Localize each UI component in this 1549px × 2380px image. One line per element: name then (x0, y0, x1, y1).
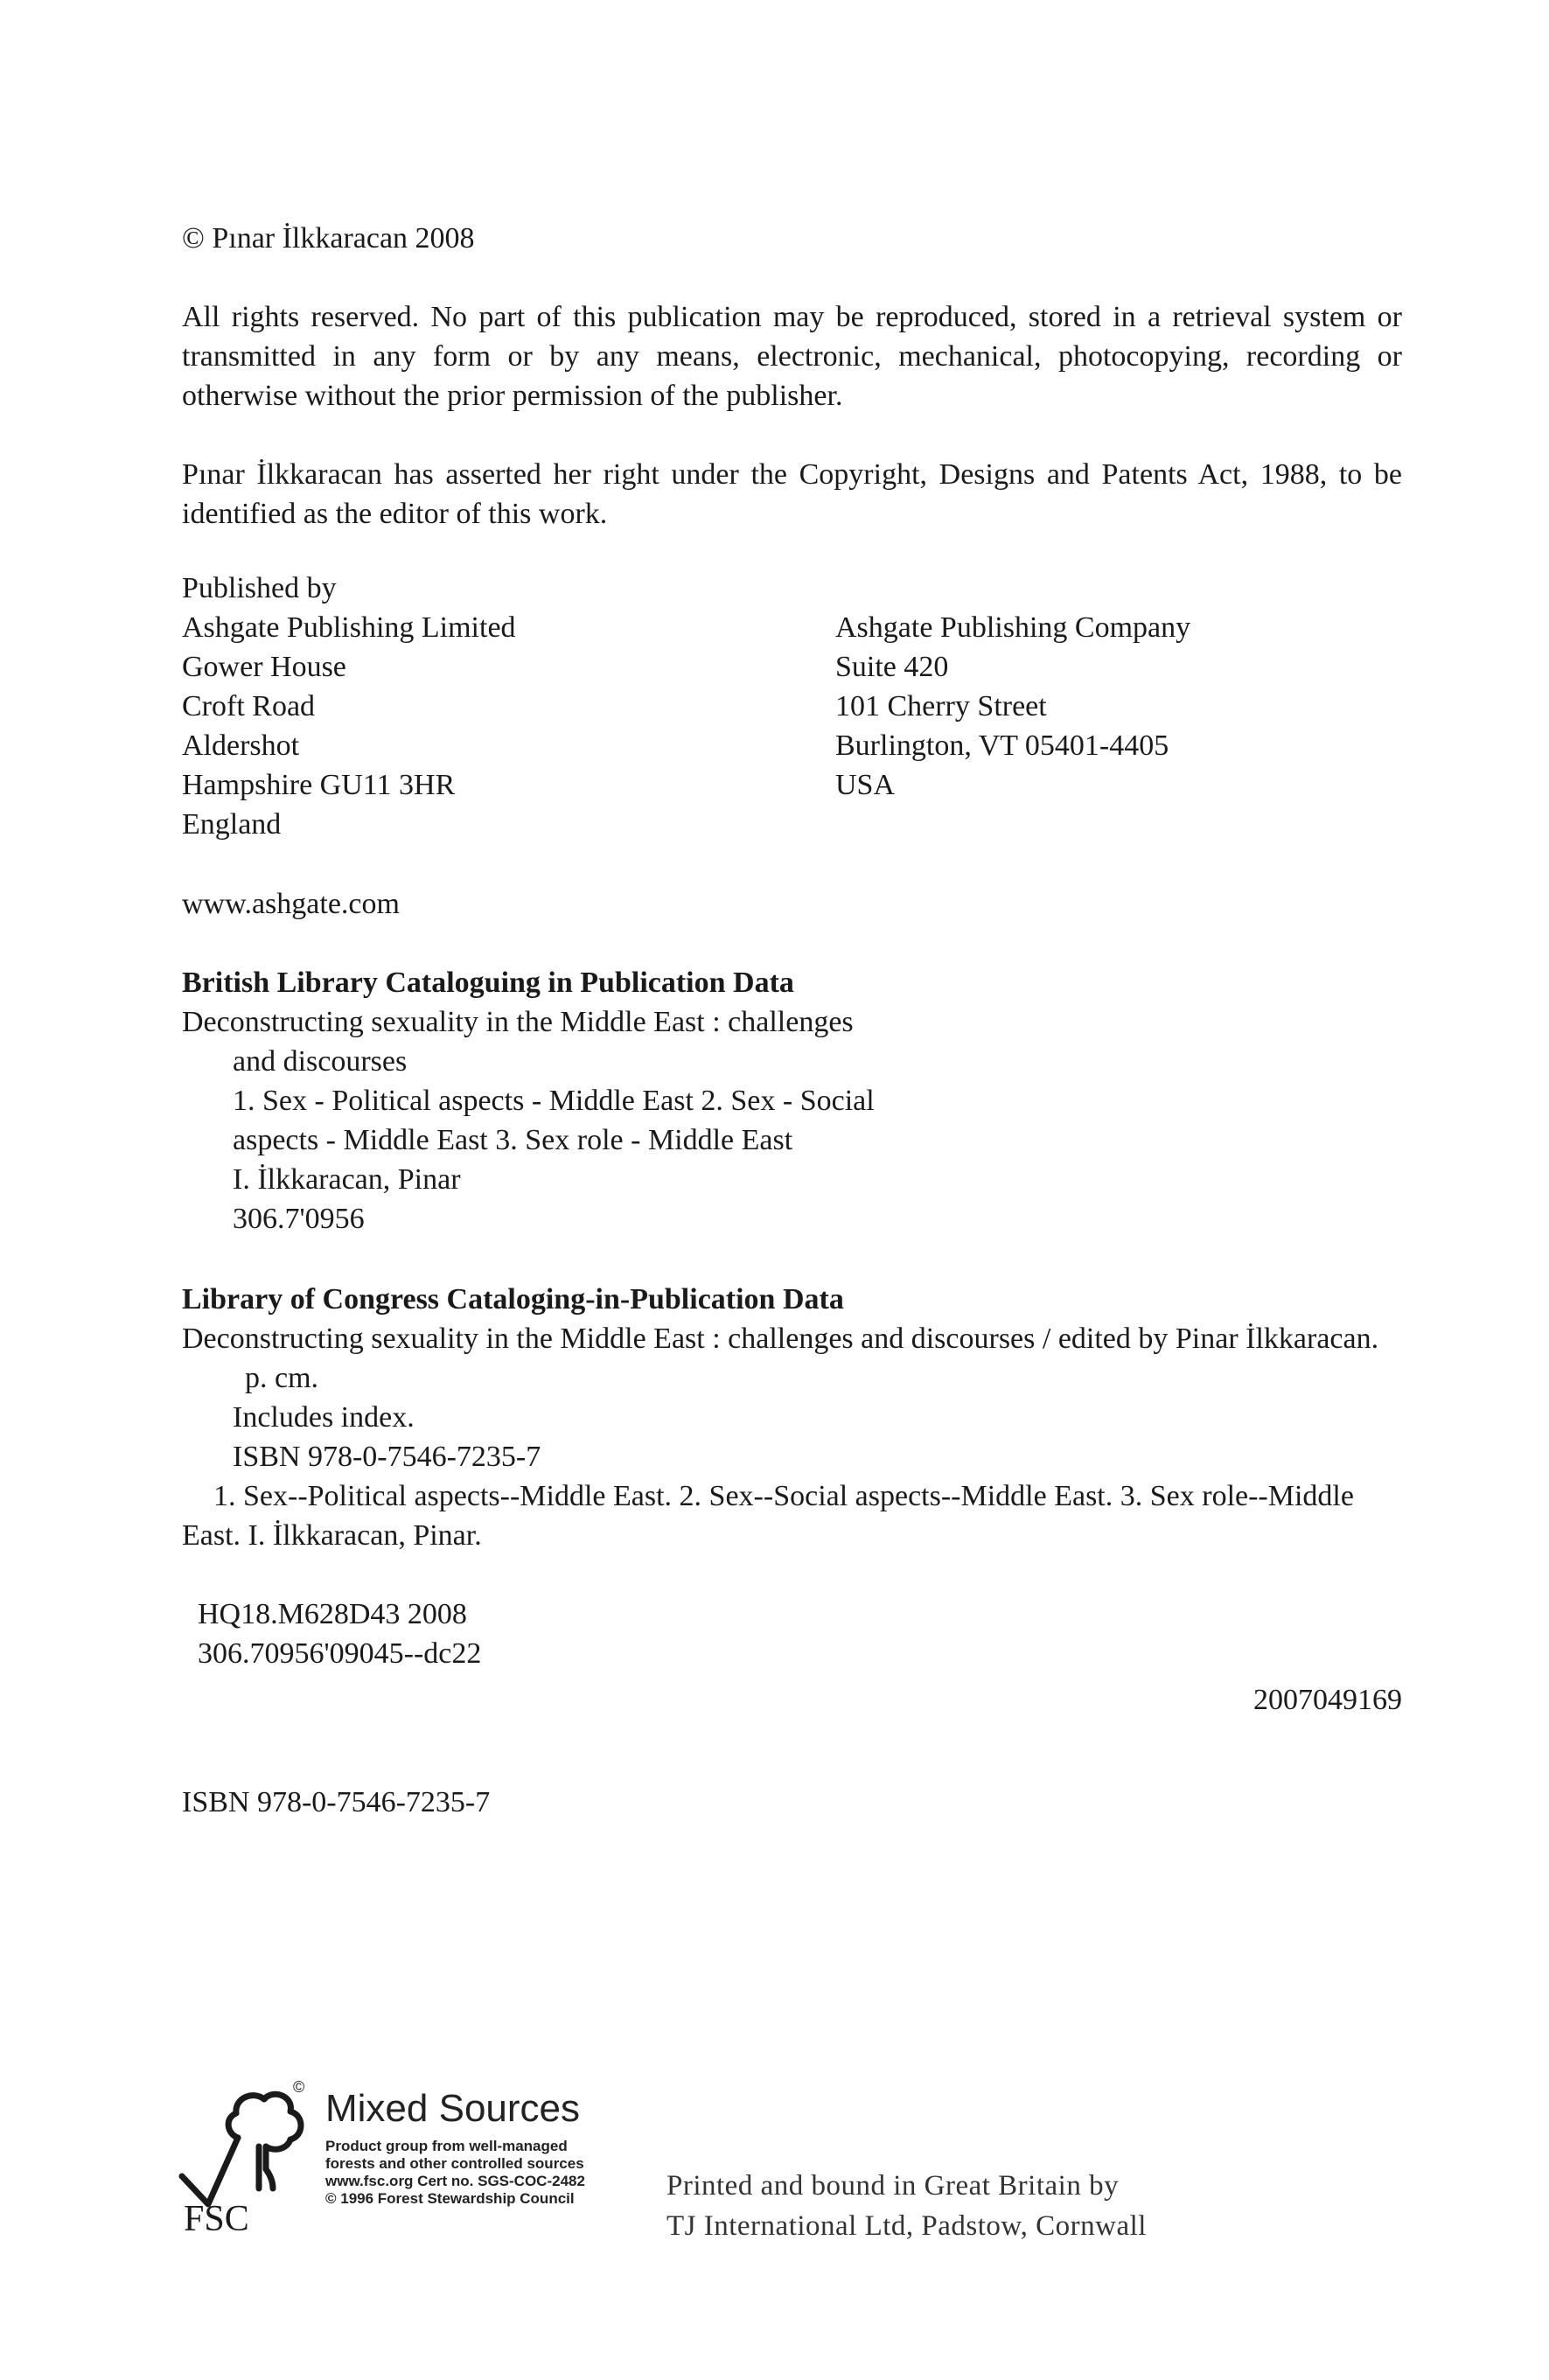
publisher-us-address (835, 608, 1190, 805)
fsc-line: Product group from well-managed (325, 2138, 568, 2154)
fsc-title: Mixed Sources (325, 2087, 581, 2130)
bl-cip-heading: British Library Cataloguing in Publication Data (182, 967, 794, 999)
fsc-line: © 1996 Forest Stewardship Council (325, 2190, 575, 2207)
loc-cip-title: Deconstructing sexuality in the Middle East : challenges and discourses / edited by Pinar İlkkaracan. (182, 1323, 1379, 1355)
fsc-line: forests and other controlled sources (325, 2155, 584, 2172)
printer-statement (666, 2166, 1147, 2246)
bl-cip-title: Deconstructing sexuality in the Middle East : challenges (182, 1006, 854, 1038)
published-by-label (182, 569, 1402, 608)
bl-cip-classification: 306.7'0956 (233, 1203, 365, 1235)
address-line: Ashgate Publishing Company (835, 611, 1191, 644)
british-library-cip (182, 963, 1402, 1239)
address-line: Suite 420 (835, 651, 949, 683)
fsc-checkmark-icon (182, 2138, 238, 2204)
editor-assertion (182, 455, 1402, 534)
publisher-uk-address (182, 608, 516, 844)
fsc-tree-check-logo (175, 2073, 315, 2239)
rights-statement (182, 297, 1402, 415)
fsc-registered-mark: © (293, 2078, 305, 2096)
loc-cip-pcm: p. cm. (245, 1362, 319, 1394)
address-line: England (182, 808, 282, 841)
address-line: Ashgate Publishing Limited (182, 611, 516, 644)
website-text: www.ashgate.com (182, 888, 400, 920)
published-by-text: Published by (182, 572, 337, 604)
copyright-text: © Pınar İlkkaracan 2008 (182, 222, 475, 255)
bl-cip-subjects: 1. Sex - Political aspects - Middle East 2. Sex - Social (233, 1085, 875, 1117)
address-line: Gower House (182, 651, 346, 683)
website (182, 884, 1402, 924)
address-line: 101 Cherry Street (835, 690, 1047, 722)
library-of-congress-cip (182, 1280, 1402, 1720)
address-line: Burlington, VT 05401-4405 (835, 729, 1169, 762)
bl-cip-subjects-cont: aspects - Middle East 3. Sex role - Middle East (233, 1124, 793, 1156)
loc-cip-subjects: 1. Sex--Political aspects--Middle East. 2. Sex--Social aspects--Middle East. 3. Sex role--Middle East. I. İlkkaracan, Pinar. (182, 1480, 1354, 1552)
isbn-text: ISBN 978-0-7546-7235-7 (182, 1786, 491, 1818)
loc-cip-heading: Library of Congress Cataloging-in-Publication Data (182, 1283, 844, 1316)
fsc-line: www.fsc.org Cert no. SGS-COC-2482 (325, 2173, 585, 2189)
address-line: Hampshire GU11 3HR (182, 769, 456, 801)
loc-cip-dewey: 306.70956'09045--dc22 (198, 1637, 482, 1670)
publisher-addresses (182, 608, 1402, 844)
assertion-text: Pınar İlkkaracan has asserted her right under the Copyright, Designs and Patents Act, 1988, to be identified as the editor of this work. (182, 458, 1402, 530)
copyright-line (182, 219, 1402, 258)
bl-cip-editor: I. İlkkaracan, Pinar (233, 1163, 461, 1196)
fsc-mark-text: FSC (184, 2199, 249, 2239)
loc-cip-call-number: HQ18.M628D43 2008 (198, 1598, 467, 1630)
rights-text: All rights reserved. No part of this publication may be reproduced, stored in a retrieval system or transmitted in any form or by any means, electronic, mechanical, photocopying, recording or otherwise without the prior permission of the publisher. (182, 301, 1402, 412)
address-line: Croft Road (182, 690, 316, 722)
bl-cip-title-cont: and discourses (233, 1045, 408, 1078)
address-line: USA (835, 769, 896, 801)
address-line: Aldershot (182, 729, 300, 762)
loc-cip-isbn: ISBN 978-0-7546-7235-7 (233, 1441, 541, 1473)
loc-cip-lccn: 2007049169 (1253, 1684, 1402, 1716)
isbn-main (182, 1783, 1402, 1822)
fsc-label (325, 2087, 585, 2208)
printer-line: Printed and bound in Great Britain by (666, 2170, 1120, 2202)
loc-cip-index: Includes index. (233, 1401, 415, 1434)
printer-line: TJ International Ltd, Padstow, Cornwall (666, 2210, 1147, 2242)
